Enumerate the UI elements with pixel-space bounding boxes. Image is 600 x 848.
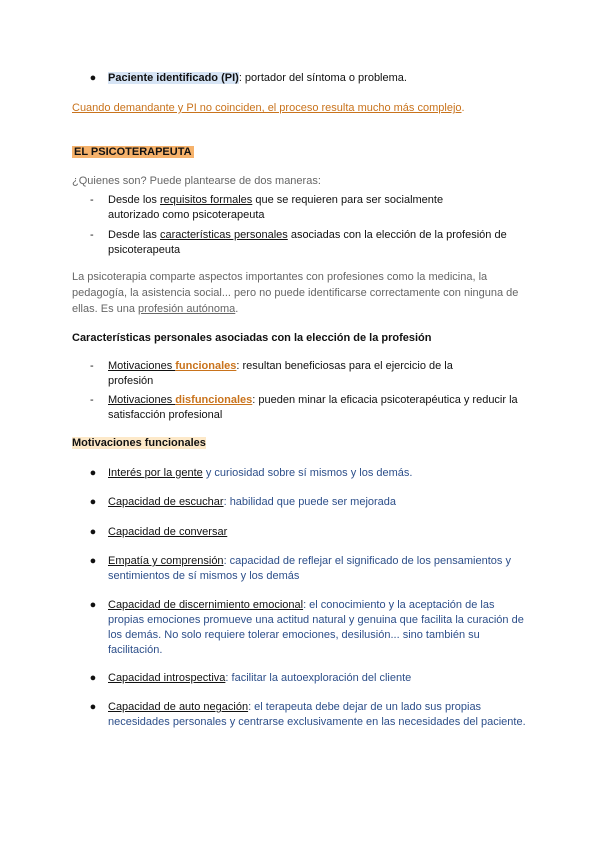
funcional-desc: : el terapeuta debe dejar de un lado sus propias necesidades personales y centrarse exclusivamente en las necesidades del paciente. — [108, 701, 526, 728]
manera-pre: Desde las — [108, 229, 160, 241]
intro-end: . — [235, 303, 239, 315]
motivacion-post: : resultan beneficiosas para el ejercicio de la profesión — [108, 360, 453, 387]
funcional-desc: : habilidad que puede ser mejorada — [223, 496, 397, 508]
note-end: . — [461, 102, 465, 114]
funcional-desc: : facilitar la autoexploración del cliente — [225, 672, 412, 684]
funcional-term: Capacidad de escuchar — [108, 496, 224, 508]
intro-term: profesión autónoma — [138, 303, 236, 315]
manera-post: asociadas con la elección de la profesión de psicoterapeuta — [108, 229, 507, 256]
motivacion-item-1 — [108, 359, 468, 389]
funcional-item — [108, 700, 528, 730]
funcional-item — [108, 598, 528, 658]
bullet-icon: ● — [89, 701, 97, 713]
motivacion-pre: Motivaciones — [108, 394, 176, 406]
motivacion-term: disfuncionales — [175, 394, 253, 406]
funcional-term: Capacidad de discernimiento emocional — [108, 599, 304, 611]
dash-icon: - — [90, 229, 94, 241]
manera-pre: Desde los — [108, 194, 160, 206]
note-text: Cuando demandante y PI no coinciden, el proceso resulta mucho más complejo — [72, 102, 462, 114]
dash-icon: - — [90, 394, 94, 406]
funcional-item — [108, 466, 528, 481]
funcional-item — [108, 554, 528, 584]
funcional-item — [108, 495, 528, 510]
pi-desc: : portador del síntoma o problema. — [238, 72, 407, 84]
manera-post: que se requieren para ser socialmente autorizado como psicoterapeuta — [108, 194, 444, 221]
funcional-term: Capacidad de auto negación — [108, 701, 249, 713]
bullet-icon: ● — [89, 526, 97, 538]
funcional-term: Interés por la gente — [108, 467, 203, 479]
intro-paragraph — [72, 269, 532, 317]
quienes-text: ¿Quienes son? Puede plantearse de dos maneras: — [72, 175, 321, 187]
bullet-icon: ● — [89, 555, 97, 567]
func-heading — [72, 435, 532, 451]
func-title: Motivaciones funcionales — [72, 437, 206, 449]
funcional-term: Empatía y comprensión — [108, 555, 224, 567]
manera-term: requisitos formales — [159, 194, 253, 206]
funcional-desc: y curiosidad sobre sí mismos y los demás. — [202, 467, 413, 479]
section-title: EL PSICOTERAPEUTA — [74, 146, 192, 158]
funcional-desc: : el conocimiento y la aceptación de las propias emociones promueve una actitud natural y genuina que facilita la curación de los demás. No solo requiere tolerar emociones, desilusión... sino también su facilitación. — [108, 599, 524, 656]
motivacion-item-2 — [108, 393, 528, 423]
intro-text: La psicoterapia comparte aspectos importantes con profesiones como la medicina, la pedagogía, la asistencia social... pero no puede identificarse correctamente con ninguna de ellas. Es una — [72, 271, 519, 315]
funcional-item — [108, 671, 528, 686]
motivacion-term: funcionales — [175, 360, 237, 372]
pi-item — [108, 71, 528, 86]
motivacion-post: : pueden minar la eficacia psicoterapéutica y reducir la satisfacción profesional — [108, 394, 518, 421]
funcional-term: Capacidad introspectiva — [108, 672, 226, 684]
manera-item-1 — [108, 193, 468, 223]
funcional-item — [108, 525, 528, 540]
funcional-desc: : capacidad de reflejar el significado de los pensamientos y sentimientos de sí mismos y los demás — [108, 555, 511, 582]
section-heading — [72, 144, 532, 160]
caract-heading: Características personales asociadas con la elección de la profesión — [72, 332, 432, 344]
bullet-icon: ● — [89, 599, 97, 611]
bullet-icon: ● — [89, 467, 97, 479]
bullet-icon: ● — [89, 672, 97, 684]
motivacion-pre: Motivaciones — [108, 360, 176, 372]
bullet-icon: ● — [89, 72, 97, 84]
pi-term: Paciente identificado (PI) — [108, 72, 239, 84]
manera-term: características personales — [159, 229, 288, 241]
manera-item-2 — [108, 228, 528, 258]
dash-icon: - — [90, 194, 94, 206]
complexity-note — [72, 100, 532, 116]
bullet-icon: ● — [89, 496, 97, 508]
dash-icon: - — [90, 360, 94, 372]
funcional-term: Capacidad de conversar — [108, 526, 228, 538]
